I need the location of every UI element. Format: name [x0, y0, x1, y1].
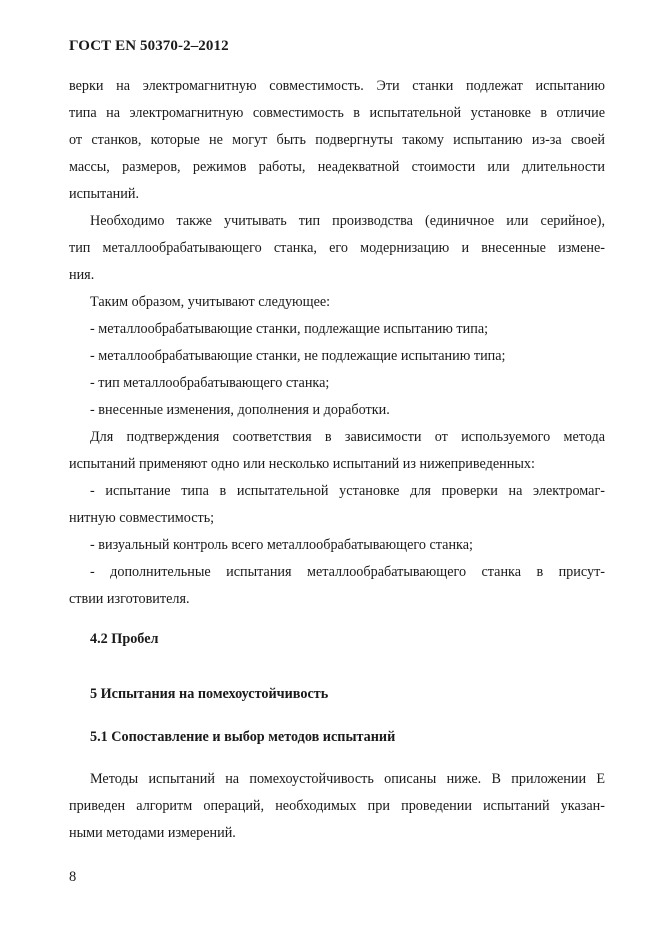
text-line: типа на электромагнитную совместимость в испытательной установке в отличие: [69, 105, 605, 121]
text-line: приведен алгоритм операций, необходимых при проведении испытаний указан-: [69, 798, 605, 814]
text-line: испытаний.: [69, 186, 140, 202]
text-line: ствии изготовителя.: [69, 591, 190, 607]
section-5-1-text: [69, 766, 605, 847]
text-line: массы, размеров, режимов работы, неадекватной стоимости или длительности: [69, 159, 605, 175]
text-line: ния.: [69, 267, 95, 283]
text-line: тип металлообрабатывающего станка, его модернизацию и внесенные измене-: [69, 240, 605, 256]
text-line: верки на электромагнитную совместимость. Эти станки подлежат испытанию: [69, 78, 605, 94]
text-line: от станков, которые не могут быть подвергнуты такому испытанию из-за своей: [69, 132, 605, 148]
page-number: 8: [69, 869, 77, 885]
text-line: ными методами измерений.: [69, 825, 236, 841]
document-header: ГОСТ EN 50370-2–2012: [69, 38, 229, 54]
list-item: - внесенные изменения, дополнения и доработки.: [90, 402, 390, 418]
section-heading-5-1: 5.1 Сопоставление и выбор методов испытаний: [90, 729, 396, 745]
list-item: - тип металлообрабатывающего станка;: [90, 375, 330, 391]
text-line: Для подтверждения соответствия в зависимости от используемого метода: [90, 429, 605, 445]
list-item: - визуальный контроль всего металлообрабатывающего станка;: [90, 537, 473, 553]
text-line: испытаний применяют одно или несколько испытаний из нижеприведенных:: [69, 456, 535, 472]
list-item: - металлообрабатывающие станки, не подлежащие испытанию типа;: [90, 348, 506, 364]
main-body-text: [69, 73, 605, 613]
text-line: Методы испытаний на помехоустойчивость описаны ниже. В приложении Е: [90, 771, 605, 787]
text-line: нитную совместимость;: [69, 510, 215, 526]
section-heading-4-2: 4.2 Пробел: [90, 631, 159, 647]
text-line: Таким образом, учитывают следующее:: [90, 294, 331, 310]
list-item: - дополнительные испытания металлообрабатывающего станка в присут-: [90, 564, 605, 580]
list-item: - металлообрабатывающие станки, подлежащие испытанию типа;: [90, 321, 489, 337]
list-item: - испытание типа в испытательной установке для проверки на электромаг-: [90, 483, 605, 499]
text-line: Необходимо также учитывать тип производства (единичное или серийное),: [90, 213, 605, 229]
section-heading-5: 5 Испытания на помехоустойчивость: [90, 686, 329, 702]
